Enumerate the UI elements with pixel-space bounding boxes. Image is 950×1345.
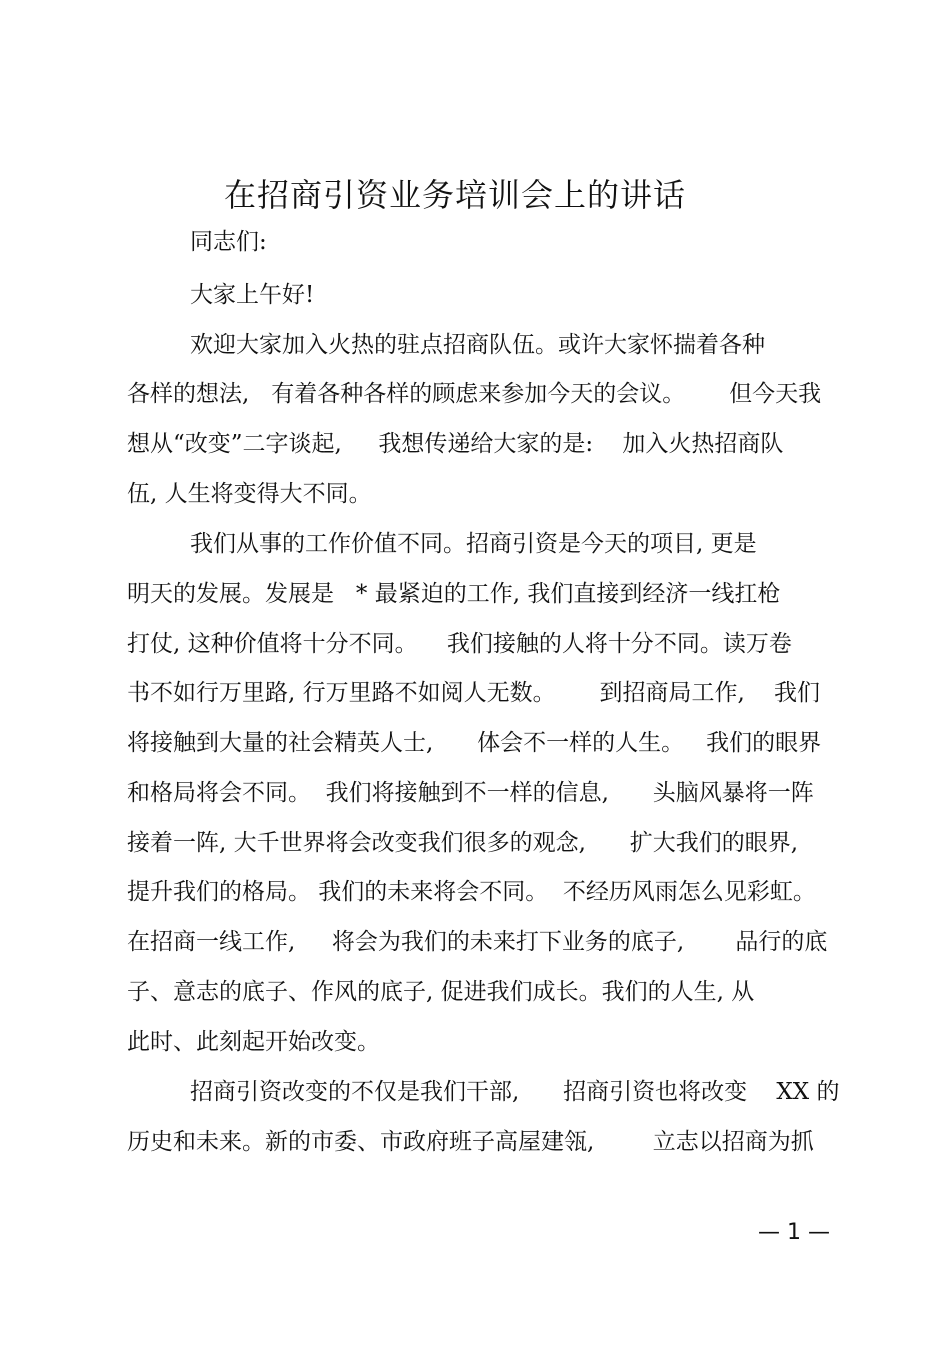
paragraph-line: 接着一阵, 大千世界将会改变我们很多的观念, 扩大我们的眼界, — [127, 830, 799, 856]
paragraph-line: 我们从事的工作价值不同。招商引资是今天的项目, 更是 — [190, 531, 757, 557]
paragraph-line: 欢迎大家加入火热的驻点招商队伍。或许大家怀揣着各种 — [190, 332, 765, 358]
paragraph-line: 和格局将会不同。 我们将接触到不一样的信息, 头脑风暴将一阵 — [127, 780, 814, 806]
paragraph-line: 明天的发展。发展是 * 最紧迫的工作, 我们直接到经济一线扛枪 — [127, 581, 781, 607]
paragraph-line: 想从“改变”二字谈起, 我想传递给大家的是: 加入火热招商队 — [127, 431, 784, 457]
paragraph-line: 将接触到大量的社会精英人士, 体会不一样的人生。 我们的眼界 — [127, 730, 822, 756]
paragraph-line: 在招商一线工作, 将会为我们的未来打下业务的底子, 品行的底 — [127, 929, 828, 955]
paragraph-line: 书不如行万里路, 行万里路不如阅人无数。 到招商局工作, 我们 — [127, 680, 821, 706]
page-number: — 1 — — [758, 1220, 830, 1245]
document-title: 在招商引资业务培训会上的讲话 — [223, 176, 686, 214]
paragraph-line: 伍, 人生将变得大不同。 — [127, 481, 372, 507]
paragraph-line: 此时、此刻起开始改变。 — [127, 1029, 380, 1055]
greeting-line: 大家上午好! — [190, 282, 315, 308]
paragraph-line: 子、意志的底子、作风的底子, 促进我们成长。我们的人生, 从 — [127, 979, 755, 1005]
salutation-line: 同志们: — [190, 229, 267, 255]
paragraph-line: 历史和未来。新的市委、市政府班子高屋建瓴, 立志以招商为抓 — [127, 1129, 814, 1155]
paragraph-line: 打仗, 这种价值将十分不同。 我们接触的人将十分不同。读万卷 — [127, 631, 792, 657]
paragraph-line: 招商引资改变的不仅是我们干部, 招商引资也将改变 XX 的 — [190, 1079, 840, 1105]
paragraph-line: 各样的想法, 有着各种各样的顾虑来参加今天的会议。 但今天我 — [127, 381, 822, 407]
paragraph-line: 提升我们的格局。 我们的未来将会不同。 不经历风雨怎么见彩虹。 — [127, 879, 816, 905]
